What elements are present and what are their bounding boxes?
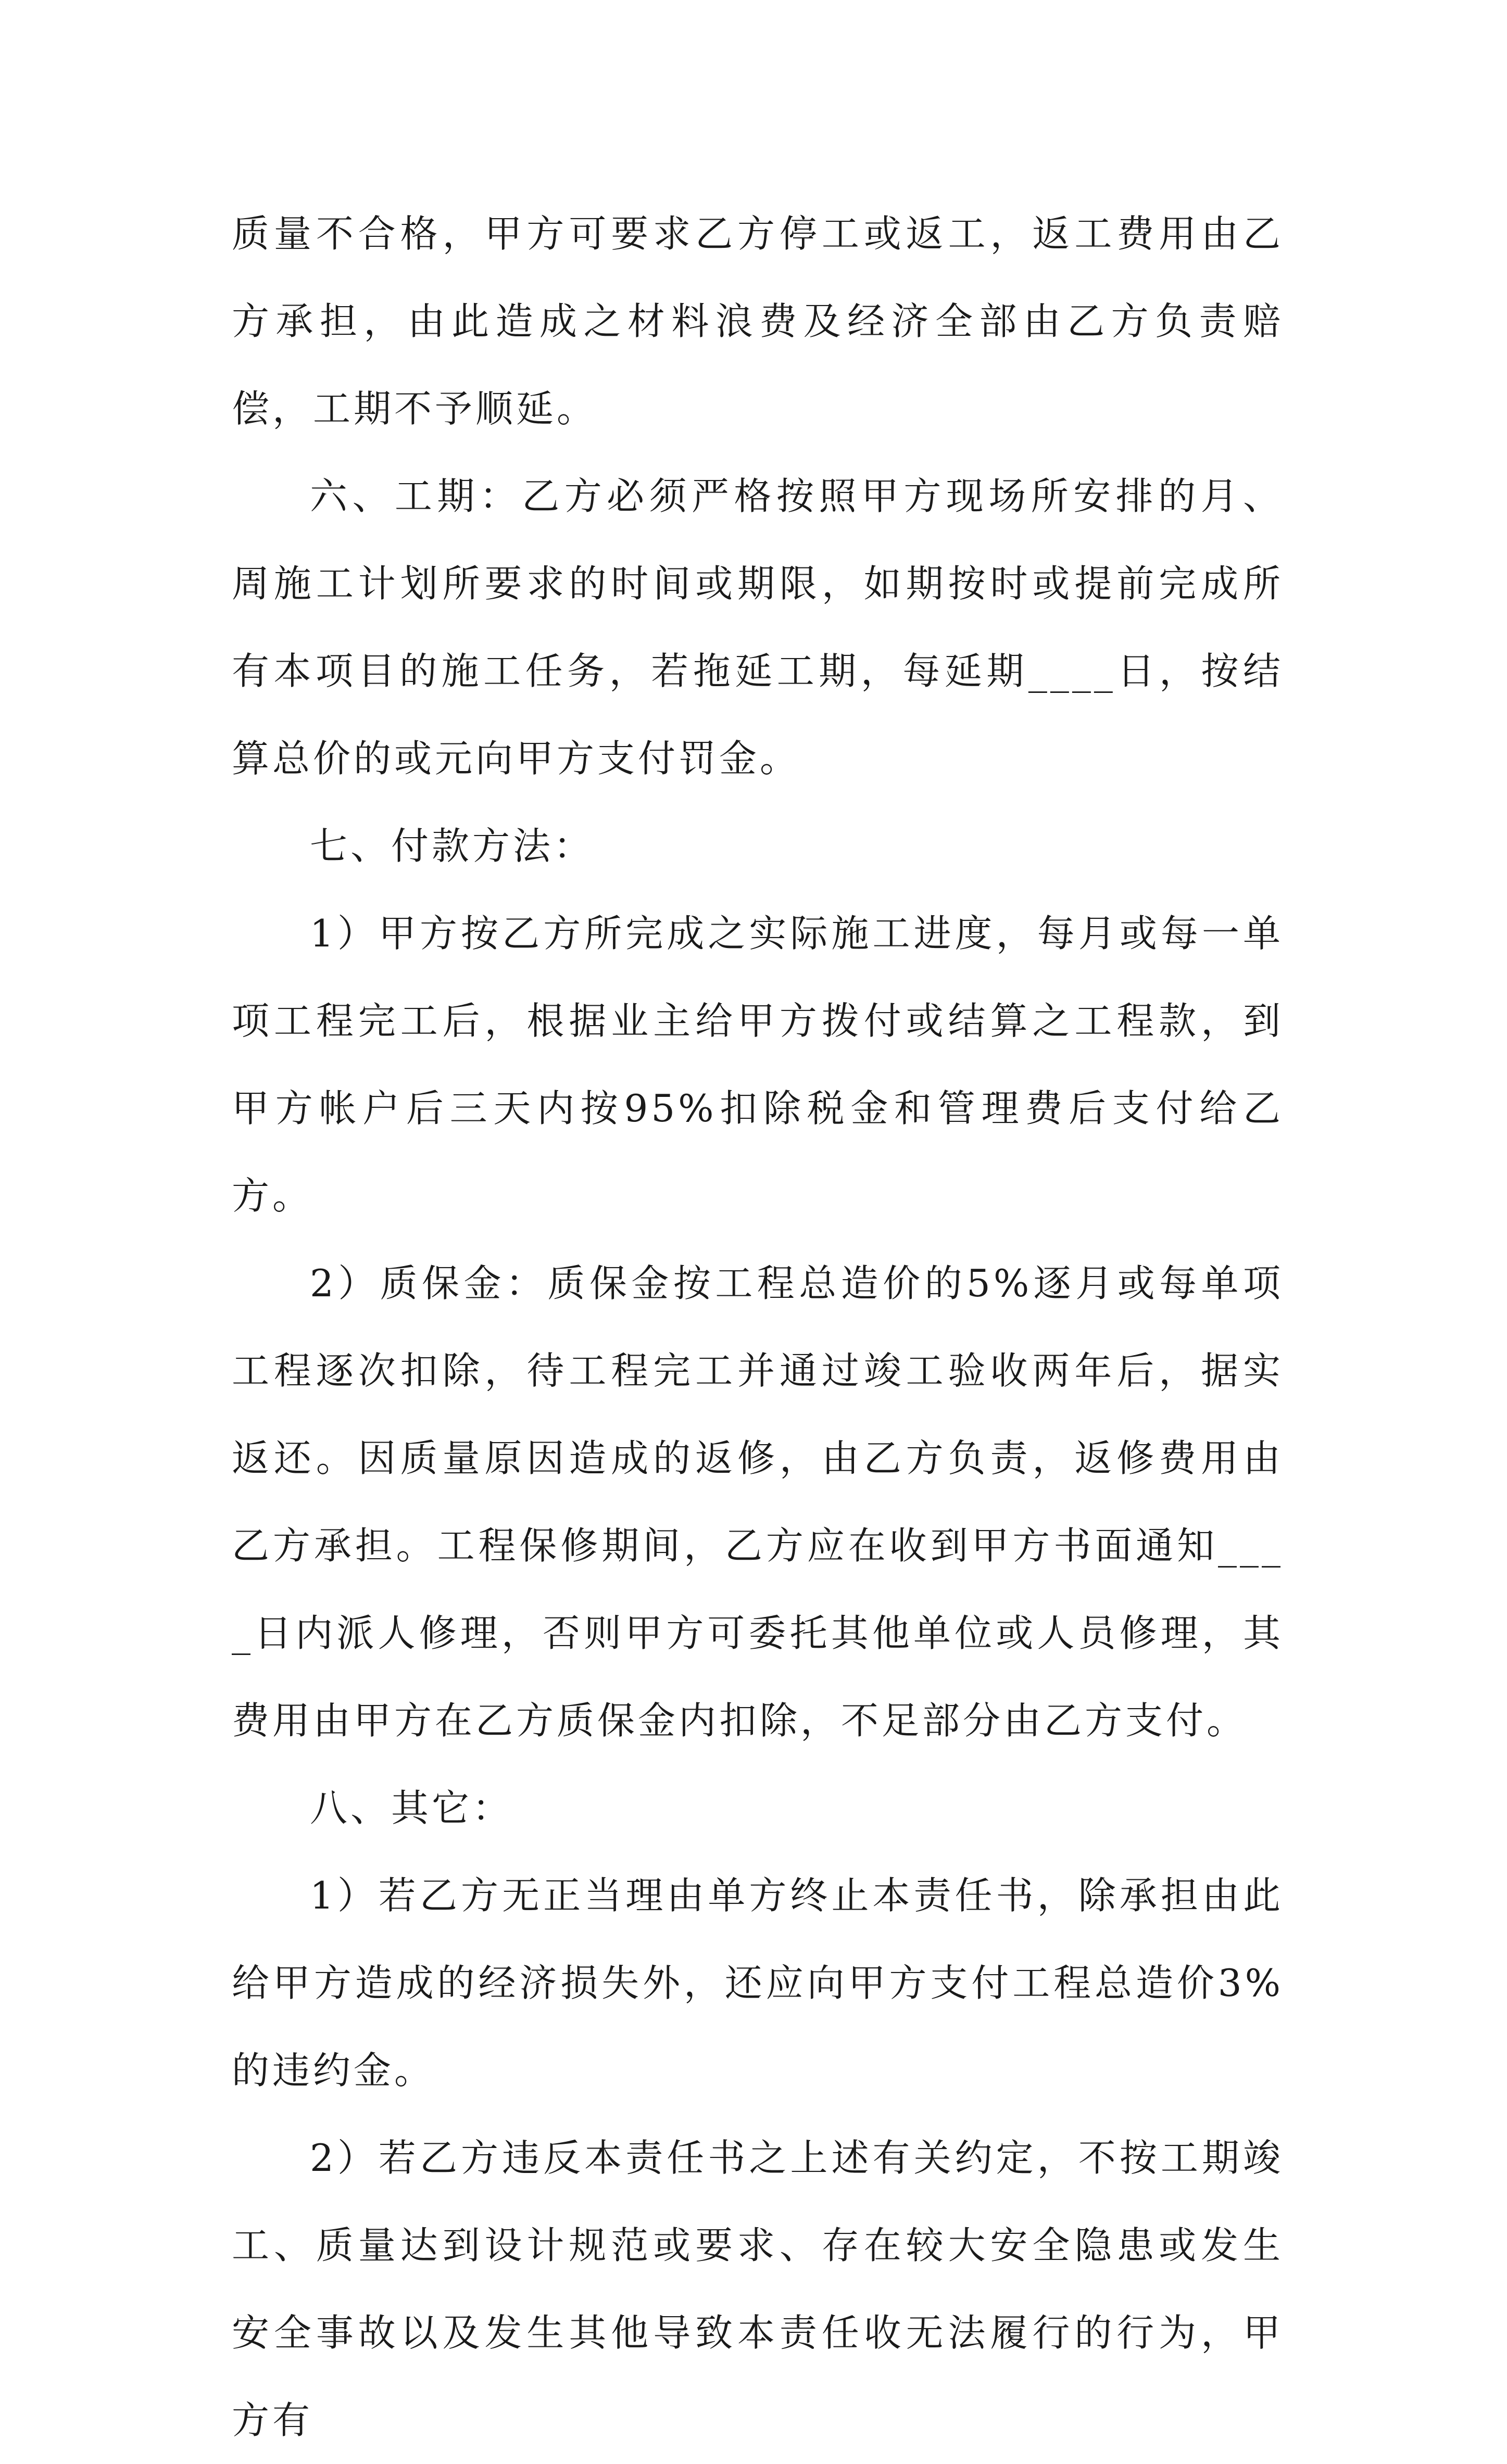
- paragraph-payment-item-1: 1）甲方按乙方所完成之实际施工进度，每月或每一单项工程完工后，根据业主给甲方拨付或结算之工程款，到甲方帐户后三天内按95%扣除税金和管理费后支付给乙方。: [232, 912, 1284, 1218]
- paragraph-other-item-1: 1）若乙方无正当理由单方终止本责任书，除承担由此给甲方造成的经济损失外，还应向甲方支付工程总造价3%的违约金。: [232, 1874, 1284, 2092]
- paragraph-other-item-2: 2）若乙方违反本责任书之上述有关约定，不按工期竣工、质量达到设计规范或要求、存在较大安全隐患或发生安全事故以及发生其他导致本责任收无法履行的行为，甲方有: [232, 2136, 1284, 2442]
- document-body: [232, 190, 1284, 2464]
- heading-other-terms: 八、其它：: [310, 1786, 513, 1830]
- paragraph-quality-clause: 质量不合格，甲方可要求乙方停工或返工，返工费用由乙方承担，由此造成之材料浪费及经济全部由乙方负责赔偿，工期不予顺延。: [232, 212, 1284, 431]
- paragraph-payment-item-2: 2）质保金：质保金按工程总造价的5%逐月或每单项工程逐次扣除，待工程完工并通过竣工验收两年后，据实返还。因质量原因造成的返修，由乙方负责，返修费用由乙方承担。工程保修期间，乙方应在收到甲方书面通知____日内派人修理，否则甲方可委托其他单位或人员修理，其费用由甲方在乙方质保金内扣除，不足部分由乙方支付。: [232, 1261, 1284, 1742]
- heading-payment-method: 七、付款方法：: [310, 824, 595, 868]
- paragraph-schedule-clause: 六、工期：乙方必须严格按照甲方现场所安排的月、周施工计划所要求的时间或期限，如期按时或提前完成所有本项目的施工任务，若拖延工期，每延期____日，按结算总价的或元向甲方支付罚金。: [232, 474, 1284, 780]
